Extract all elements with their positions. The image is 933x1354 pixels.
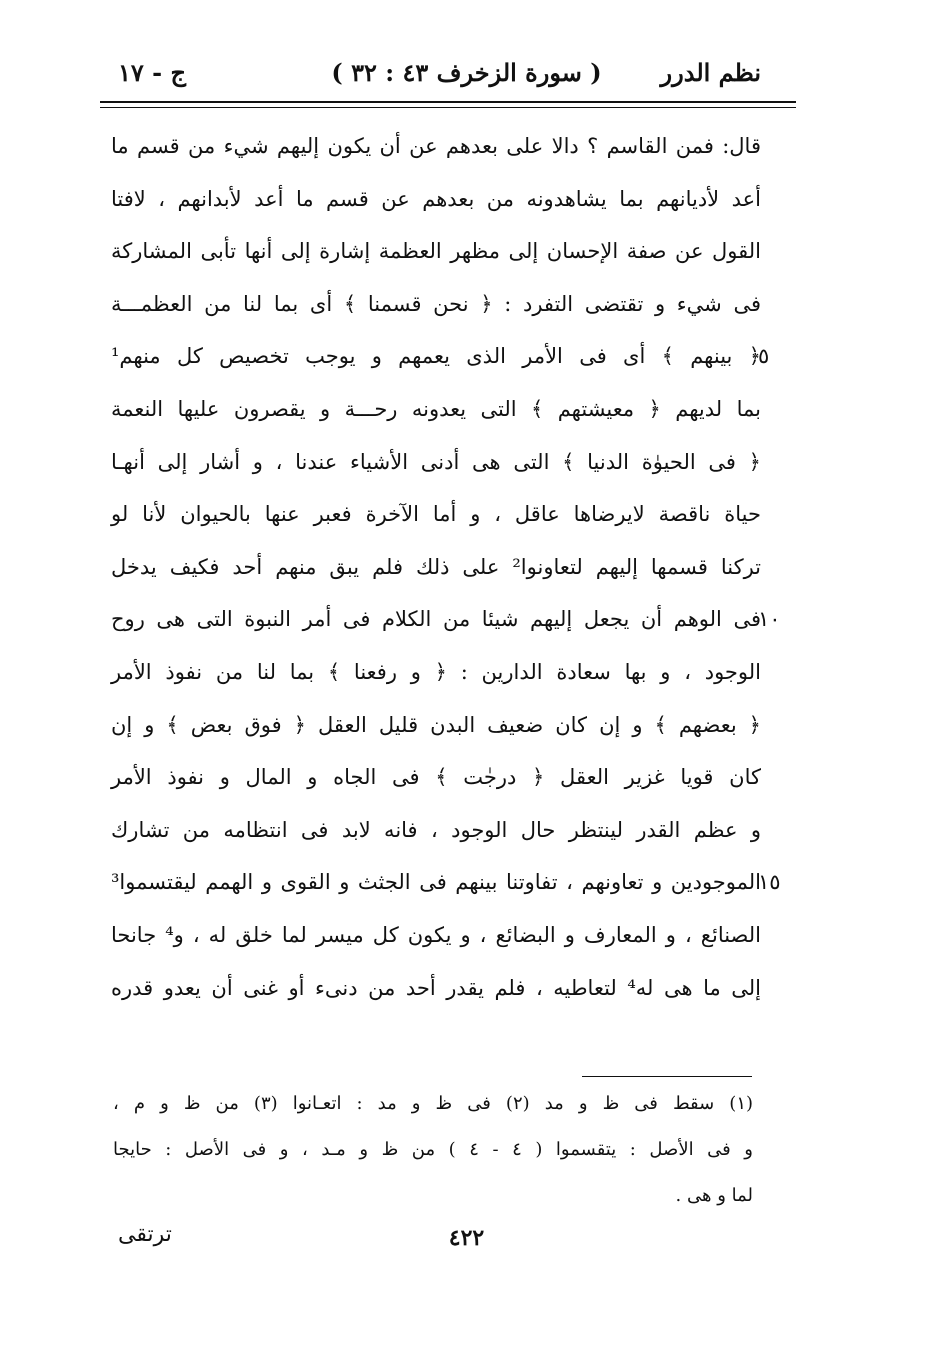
text-line: أعد لأديانهم بما يشاهدونه من بعدهم عن قسم ما أعد لأبدانهم ، لافتا [111, 186, 761, 211]
footnote-line: و فى الأصل : يتقسموا ( ٤ - ٤ ) من ظ و مـد ، و فى الأصل : حايجا [113, 1139, 754, 1160]
text-line: قال: فمن القاسم ؟ دالا على بعدهم عن أن يكون إليهم شيء من قسم ما [111, 134, 761, 158]
signature-mark: ترتقى [118, 1222, 172, 1247]
text-line: بما لديهم ﴿ معيشتهم ﴾ التى يعدونه رحـــة و يقصرون عليها النعمة [111, 397, 761, 421]
text-line: و عظم القدر لينتظر حال الوجود ، فانه لابد فى انتظامه من تشارك [111, 817, 761, 842]
text-line: فى الوهم أن يجعل إليهم شيئا من الكلام فى أمر النبوة التى هى روح [111, 607, 761, 632]
header-rule-thin [100, 107, 796, 108]
text-line: كان قويا غزير العقل ﴿ درجٰت ﴾ فى الجاه و المال و نفوذ الأمر [111, 765, 761, 790]
footnote-rule [582, 1076, 752, 1077]
text-line: حياة ناقصة لايرضاها عاقل ، و أما الآخرة فعبر عنها بالحيوان لأنا لو [111, 502, 761, 527]
text-line: فى شيء و تقتضى التفرد : ﴿ نحن قسمنا ﴾ أى بما لنا من العظمـــة [111, 291, 761, 316]
text-line: الوجود ، و بها سعادة الدارين : ﴿ و رفعنا ﴾ بما لنا من نفوذ الأمر [111, 660, 761, 684]
text-line: ﴿ فى الحيوٰة الدنيا ﴾ التى هى أدنى الأشياء عندنا ، و أشار إلى أنهـا [111, 449, 761, 474]
footnote-line: لما و هى . [675, 1185, 753, 1206]
text-line: ﴿ بعضهم ﴾ و إن كان ضعيف البدن قليل العقل ﴿ فوق بعض ﴾ و إن [111, 712, 761, 737]
book-title: نظم الدرر [660, 58, 761, 87]
volume-number: ج - ١٧ [118, 58, 186, 87]
line-number: ٥ [758, 344, 770, 369]
text-line: ﴿ بينهم ﴾ أى فى الأمر الذى يعمهم و يوجب تخصيص كل منهم¹ [111, 344, 761, 369]
surah-reference: ( سورة الزخرف ٤٣ : ٣٢ ) [331, 58, 602, 87]
line-number: ١٠ [758, 607, 781, 632]
header-rule [100, 101, 796, 103]
text-line: إلى ما هى له⁴ لتعاطيه ، فلم يقدر أحد من دنىء أو غنى أن يعدو قدره [111, 975, 761, 1000]
text-line: القول عن صفة الإحسان إلى مظهر العظمة إشارة إلى أنها تأبى المشاركة [111, 239, 761, 264]
text-line: الموجودين و تعاونهم ، تفاوتنا بينهم فى الجثث و القوى و الهمم ليقتسموا³ [111, 870, 761, 895]
text-line: الصنائع ، و المعارف و البضائع ، و يكون كل ميسر لما خلق له ، و⁴ جانحا [111, 923, 761, 947]
line-number: ١٥ [758, 870, 781, 895]
page-number: ٤٢٢ [448, 1225, 485, 1251]
footnote-line: (١) سقط فى ظ و مد (٢) فى ظ و مد : اتعـانوا (٣) من ظ و م ، [113, 1093, 754, 1114]
text-line: تركنا قسمها إليهم لتعاونوا² على ذلك فلم يبق منهم أحد فكيف يدخل [111, 554, 762, 579]
